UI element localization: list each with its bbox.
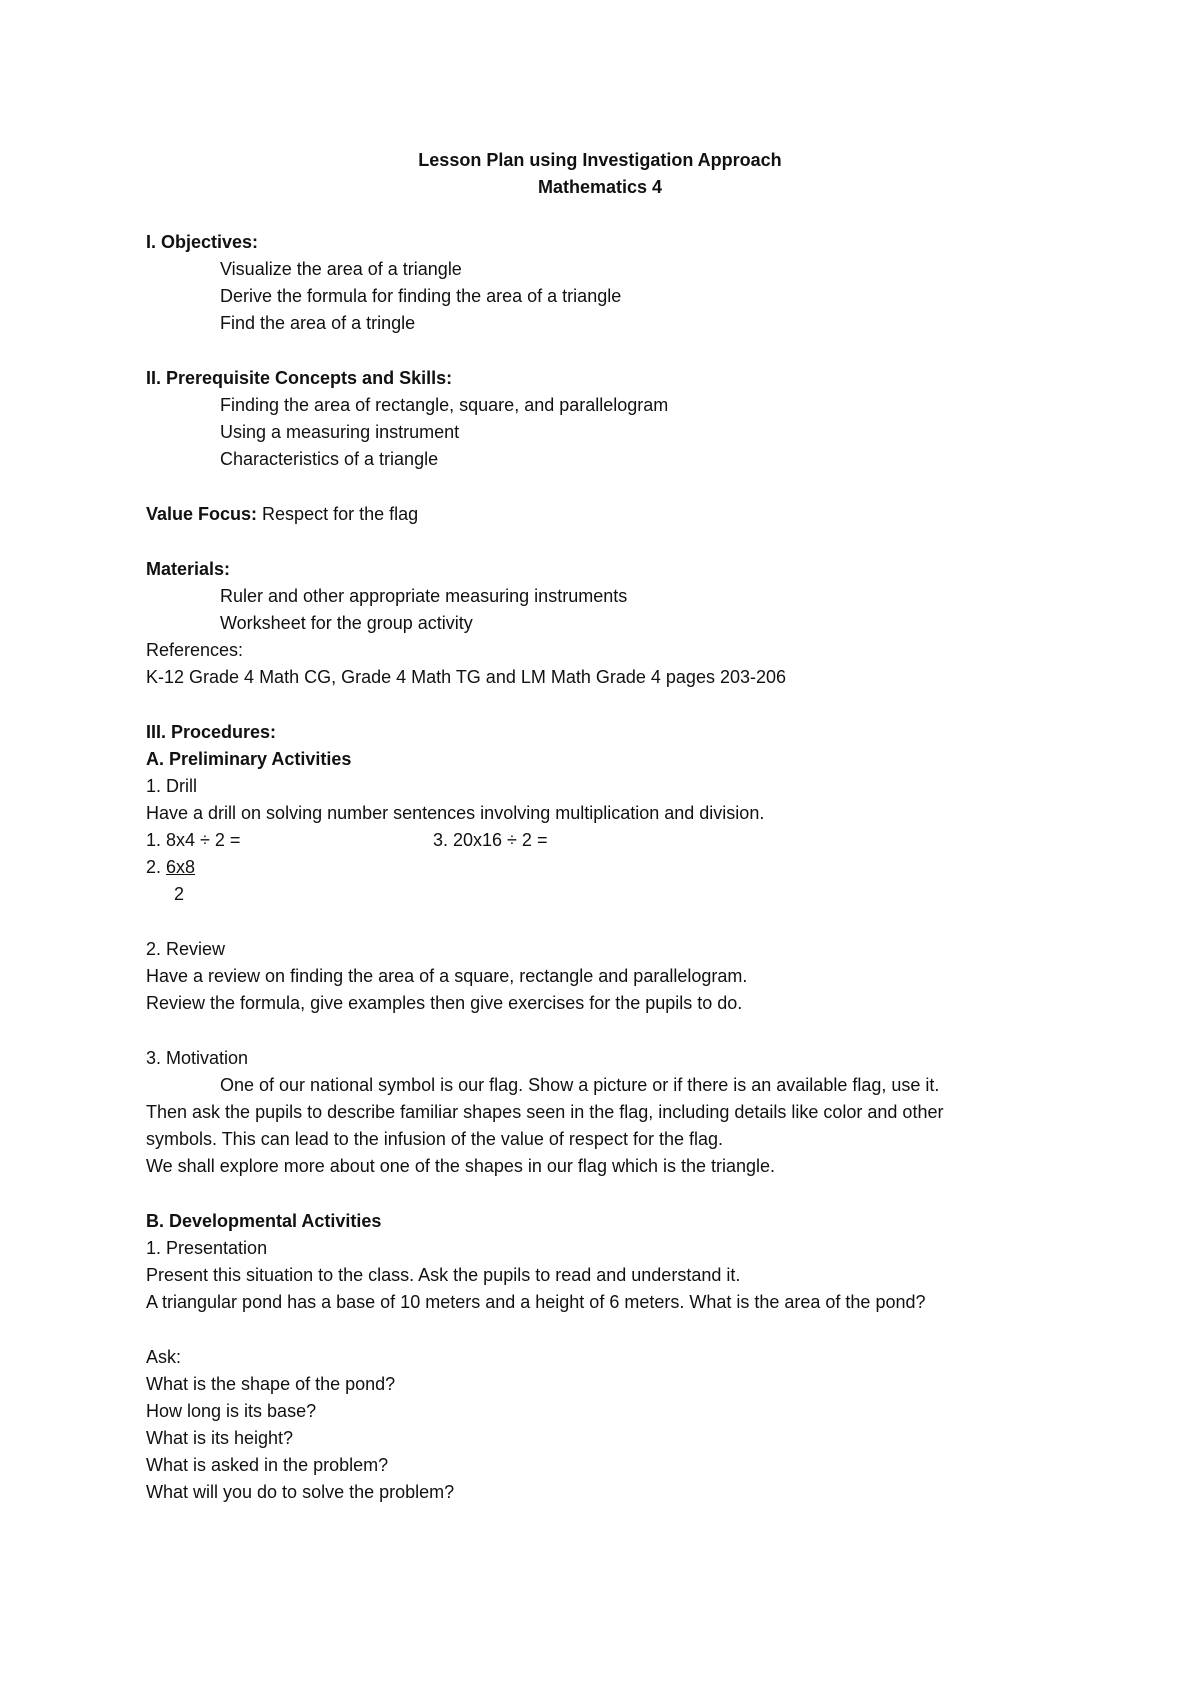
objective-item: Find the area of a tringle: [220, 313, 416, 333]
procedures-heading: III. Procedures:: [146, 722, 277, 742]
presentation-title: 1. Presentation: [146, 1238, 268, 1258]
prerequisite-item: Finding the area of rectangle, square, and parallelogram: [220, 395, 669, 415]
objective-item: Derive the formula for finding the area of a triangle: [220, 286, 622, 306]
prerequisites-heading: II. Prerequisite Concepts and Skills:: [146, 368, 453, 388]
ask-question: What is the shape of the pond?: [146, 1374, 396, 1394]
drill-item-2-denominator: 2: [174, 884, 185, 904]
ask-question: What will you do to solve the problem?: [146, 1482, 455, 1502]
drill-item-3: 3. 20x16 ÷ 2 =: [433, 830, 548, 850]
drill-text: Have a drill on solving number sentences involving multiplication and division.: [146, 803, 765, 823]
drill-item-1: 1. 8x4 ÷ 2 =: [146, 830, 241, 850]
motivation-text: symbols. This can lead to the infusion of the value of respect for the flag.: [146, 1129, 723, 1149]
motivation-text: Then ask the pupils to describe familiar shapes seen in the flag, including details like color and other: [146, 1102, 944, 1122]
review-title: 2. Review: [146, 939, 226, 959]
drill-item-2: [146, 856, 195, 878]
value-focus-label: Value Focus:: [146, 504, 258, 524]
preliminary-heading: A. Preliminary Activities: [146, 749, 352, 769]
prerequisite-item: Using a measuring instrument: [220, 422, 460, 442]
drill-item-2-numerator: 6x8: [166, 857, 196, 877]
motivation-text: We shall explore more about one of the shapes in our flag which is the triangle.: [146, 1156, 776, 1176]
ask-question: What is asked in the problem?: [146, 1455, 389, 1475]
motivation-text: One of our national symbol is our flag. Show a picture or if there is an available flag, use it.: [220, 1075, 940, 1095]
presentation-problem: A triangular pond has a base of 10 meters and a height of 6 meters. What is the area of the pond?: [146, 1292, 926, 1312]
objective-item: Visualize the area of a triangle: [220, 259, 462, 279]
references-text: K-12 Grade 4 Math CG, Grade 4 Math TG and LM Math Grade 4 pages 203-206: [146, 667, 787, 687]
references-label: References:: [146, 640, 244, 660]
objectives-heading: I. Objectives:: [146, 232, 259, 252]
review-text: Have a review on finding the area of a square, rectangle and parallelogram.: [146, 966, 748, 986]
material-item: Ruler and other appropriate measuring instruments: [220, 586, 628, 606]
drill-item-2-prefix: 2.: [146, 857, 167, 877]
drill-title: 1. Drill: [146, 776, 198, 796]
developmental-heading: B. Developmental Activities: [146, 1211, 382, 1231]
presentation-text: Present this situation to the class. Ask the pupils to read and understand it.: [146, 1265, 741, 1285]
ask-question: How long is its base?: [146, 1401, 317, 1421]
value-focus-text: Respect for the flag: [257, 504, 419, 524]
ask-label: Ask:: [146, 1347, 182, 1367]
motivation-title: 3. Motivation: [146, 1048, 249, 1068]
ask-question: What is its height?: [146, 1428, 294, 1448]
document-title: Lesson Plan using Investigation Approach: [418, 150, 782, 170]
materials-heading: Materials:: [146, 559, 231, 579]
value-focus: [146, 503, 418, 525]
document-subtitle: Mathematics 4: [537, 177, 663, 197]
review-text: Review the formula, give examples then give exercises for the pupils to do.: [146, 993, 743, 1013]
material-item: Worksheet for the group activity: [220, 613, 473, 633]
prerequisite-item: Characteristics of a triangle: [220, 449, 439, 469]
